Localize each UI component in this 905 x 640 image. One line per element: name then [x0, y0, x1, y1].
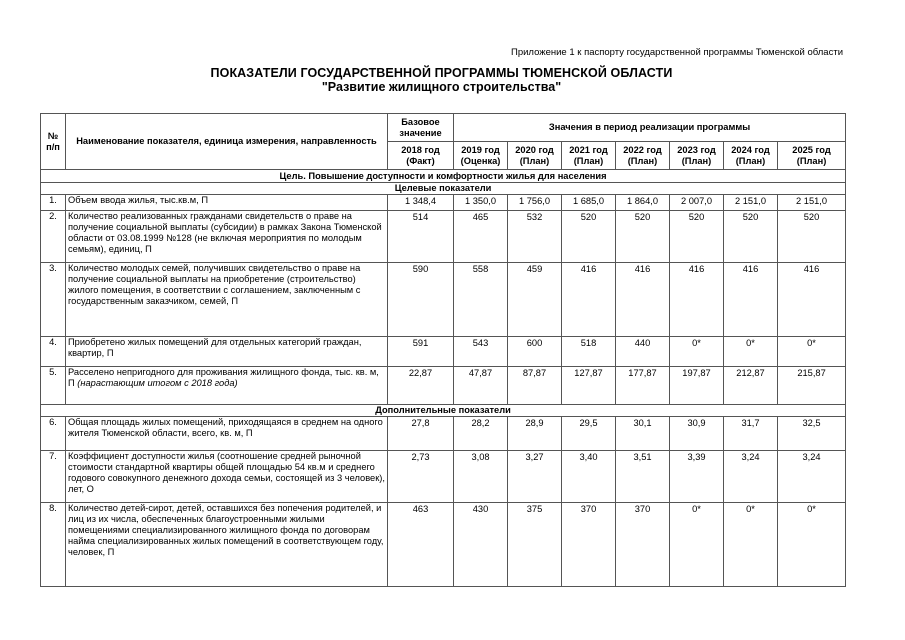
program-name: "Развитие жилищного строительства" [321, 80, 562, 94]
row-name: Объем ввода жилья, тыс.кв.м, П [66, 195, 388, 211]
cell-value: 520 [724, 211, 778, 263]
goal-row: Цель. Повышение доступности и комфортности жилья для населения [41, 170, 846, 183]
cell-value: 197,87 [670, 367, 724, 405]
table-row [41, 503, 846, 587]
cell-value: 1 348,4 [388, 195, 454, 211]
appendix-note: Приложение 1 к паспорту государственной программы Тюменской области [511, 47, 843, 58]
row-num: 7. [41, 451, 66, 503]
year-header: 2025 год (План) [778, 142, 846, 170]
cell-value: 2,73 [388, 451, 454, 503]
row-name: Количество детей-сирот, детей, оставшихся без попечения родителей, и лиц из их числа, обеспеченных благоустроенными жилыми помещениями специализированного жилищного фонда по договорам найма специализированных жилых помещений в соответствующем году, человек, П [66, 503, 388, 587]
header-period: Значения в период реализации программы [454, 114, 846, 142]
row-name: Количество молодых семей, получивших свидетельство о праве на получение социальной выплаты на приобретение (строительство) жилого помещения, в соответствии с соглашением, заключенным с государственным заказчиком, семей, П [66, 263, 388, 337]
row-num: 5. [41, 367, 66, 405]
cell-value: 31,7 [724, 417, 778, 451]
cell-value: 465 [454, 211, 508, 263]
cell-value: 370 [562, 503, 616, 587]
year-header: 2020 год (План) [508, 142, 562, 170]
row-num: 2. [41, 211, 66, 263]
cell-value: 3,24 [778, 451, 846, 503]
cell-value: 32,5 [778, 417, 846, 451]
row-name: Приобретено жилых помещений для отдельных категорий граждан, квартир, П [66, 337, 388, 367]
cell-value: 87,87 [508, 367, 562, 405]
section-target: Целевые показатели [41, 183, 846, 195]
cell-value: 2 007,0 [670, 195, 724, 211]
cell-value: 520 [778, 211, 846, 263]
cell-value: 440 [616, 337, 670, 367]
table-row [41, 195, 846, 211]
row-name: Количество реализованных гражданами свидетельств о праве на получение социальной выплаты (субсидии) в рамках Закона Тюменской области от 03.08.1999 №128 (не включая мероприятия по молодым семьям), единиц, П [66, 211, 388, 263]
cell-value: 3,39 [670, 451, 724, 503]
cell-value: 3,24 [724, 451, 778, 503]
cell-value: 28,2 [454, 417, 508, 451]
cell-value: 127,87 [562, 367, 616, 405]
table-row [41, 451, 846, 503]
cell-value: 29,5 [562, 417, 616, 451]
cell-value: 520 [616, 211, 670, 263]
header-num: № п/п [41, 114, 66, 170]
cell-value: 520 [562, 211, 616, 263]
cell-value: 47,87 [454, 367, 508, 405]
row-name-note: (нарастающим итогом с 2018 года) [77, 378, 238, 388]
cell-value: 375 [508, 503, 562, 587]
cell-value: 1 864,0 [616, 195, 670, 211]
cell-value: 22,87 [388, 367, 454, 405]
cell-value: 416 [778, 263, 846, 337]
cell-value: 416 [616, 263, 670, 337]
table-row [41, 367, 846, 405]
cell-value: 3,27 [508, 451, 562, 503]
cell-value: 520 [670, 211, 724, 263]
cell-value: 463 [388, 503, 454, 587]
cell-value: 416 [670, 263, 724, 337]
cell-value: 177,87 [616, 367, 670, 405]
row-num: 1. [41, 195, 66, 211]
cell-value: 416 [562, 263, 616, 337]
row-num: 4. [41, 337, 66, 367]
table-row [41, 417, 846, 451]
cell-value: 416 [724, 263, 778, 337]
cell-value: 558 [454, 263, 508, 337]
cell-value: 514 [388, 211, 454, 263]
cell-value: 532 [508, 211, 562, 263]
cell-value: 430 [454, 503, 508, 587]
cell-value: 0* [778, 503, 846, 587]
cell-value: 2 151,0 [724, 195, 778, 211]
table-row [41, 337, 846, 367]
row-name: Коэффициент доступности жилья (соотношение средней рыночной стоимости стандартной квартиры общей площадью 54 кв.м и среднего годового совокупного денежного дохода семьи, состоящей из 3 человек), лет, О [66, 451, 388, 503]
cell-value: 1 756,0 [508, 195, 562, 211]
cell-value: 518 [562, 337, 616, 367]
cell-value: 0* [670, 503, 724, 587]
cell-value: 600 [508, 337, 562, 367]
cell-value: 543 [454, 337, 508, 367]
cell-value: 0* [724, 337, 778, 367]
cell-value: 1 685,0 [562, 195, 616, 211]
cell-value: 3,08 [454, 451, 508, 503]
row-name: Расселено непригодного для проживания жилищного фонда, тыс. кв. м, П (нарастающим итогом с 2018 года) [66, 367, 388, 405]
cell-value: 0* [778, 337, 846, 367]
cell-value: 27,8 [388, 417, 454, 451]
year-header: 2023 год (План) [670, 142, 724, 170]
header-base: Базовое значение [388, 114, 454, 142]
row-num: 6. [41, 417, 66, 451]
document-title: ПОКАЗАТЕЛИ ГОСУДАРСТВЕННОЙ ПРОГРАММЫ ТЮМЕНСКОЙ ОБЛАСТИ [210, 66, 673, 80]
cell-value: 215,87 [778, 367, 846, 405]
cell-value: 30,1 [616, 417, 670, 451]
cell-value: 3,40 [562, 451, 616, 503]
indicators-table [40, 113, 846, 587]
section-additional: Дополнительные показатели [41, 405, 846, 417]
year-header: 2024 год (План) [724, 142, 778, 170]
row-num: 3. [41, 263, 66, 337]
cell-value: 591 [388, 337, 454, 367]
cell-value: 0* [724, 503, 778, 587]
table-row [41, 211, 846, 263]
cell-value: 590 [388, 263, 454, 337]
cell-value: 1 350,0 [454, 195, 508, 211]
row-num: 8. [41, 503, 66, 587]
cell-value: 459 [508, 263, 562, 337]
cell-value: 2 151,0 [778, 195, 846, 211]
year-header: 2021 год (План) [562, 142, 616, 170]
cell-value: 3,51 [616, 451, 670, 503]
year-header: 2018 год (Факт) [388, 142, 454, 170]
table-row [41, 263, 846, 337]
cell-value: 212,87 [724, 367, 778, 405]
cell-value: 0* [670, 337, 724, 367]
year-header: 2019 год (Оценка) [454, 142, 508, 170]
cell-value: 30,9 [670, 417, 724, 451]
year-header: 2022 год (План) [616, 142, 670, 170]
cell-value: 28,9 [508, 417, 562, 451]
header-name: Наименование показателя, единица измерения, направленность [66, 114, 388, 170]
row-name: Общая площадь жилых помещений, приходящаяся в среднем на одного жителя Тюменской области, всего, кв. м, П [66, 417, 388, 451]
cell-value: 370 [616, 503, 670, 587]
